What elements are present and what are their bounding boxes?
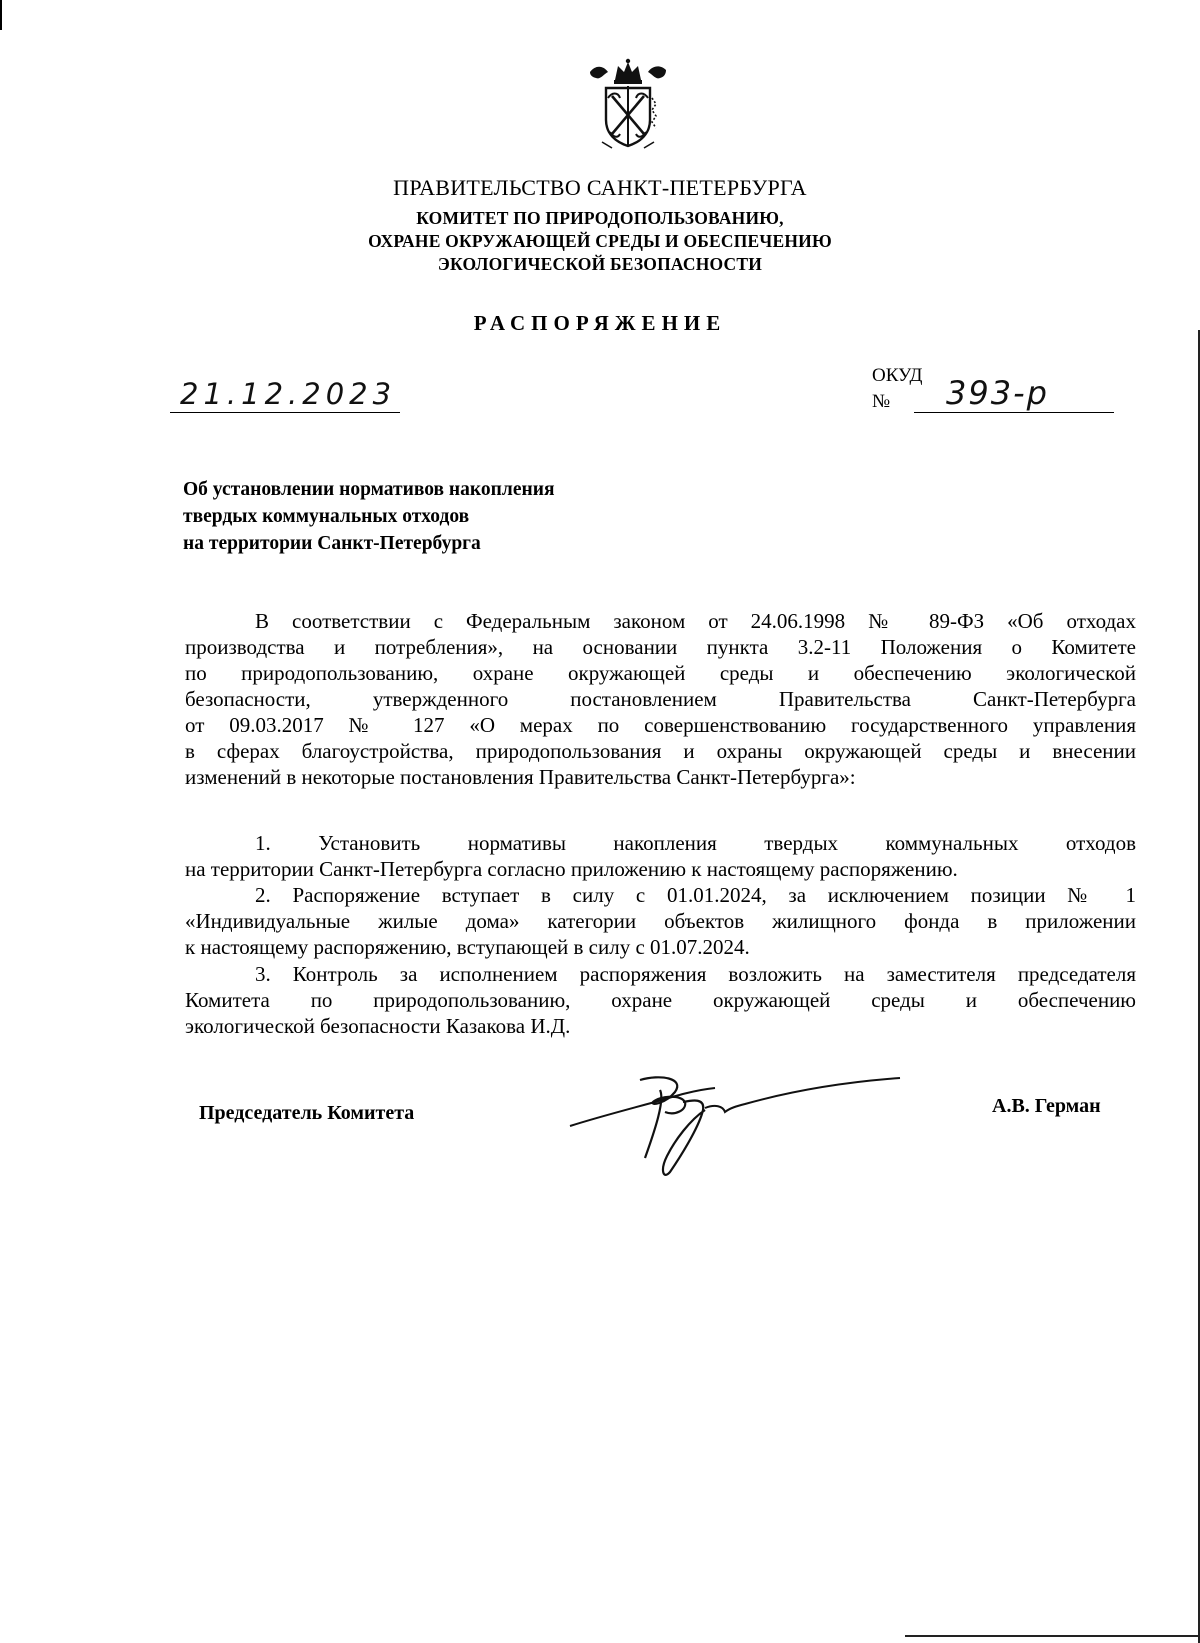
paragraph-line: по природопользованию, охране окружающей среды и обеспечению экологической (185, 661, 1136, 685)
paragraph-line: на территории Санкт-Петербурга согласно приложению к настоящему распоряжению. (185, 857, 958, 881)
number-underline (914, 412, 1114, 413)
scan-edge-left (0, 0, 2, 30)
signatory-name: А.В. Герман (992, 1095, 1101, 1117)
subject-line: Об установлении нормативов накопления (183, 479, 555, 500)
paragraph-line: «Индивидуальные жилые дома» категории объектов жилищного фонда в приложении (185, 909, 1136, 933)
subject-block (183, 476, 555, 557)
scan-edge-bottom (905, 1635, 1200, 1637)
document-date: 21.12.2023 (180, 377, 397, 411)
paragraph-line: безопасности, утвержденного постановлением Правительства Санкт-Петербурга (185, 687, 1136, 711)
subject-line: твердых коммунальных отходов (183, 506, 470, 527)
document-number: 393-р (946, 374, 1049, 412)
paragraph-line: Комитета по природопользованию, охране окружающей среды и обеспечению (185, 988, 1136, 1012)
paragraph-line: 3. Контроль за исполнением распоряжения возложить на заместителя председателя (255, 962, 1136, 986)
paragraph-line: от 09.03.2017 № 127 «О мерах по совершенствованию государственного управления (185, 713, 1136, 737)
paragraph-line: изменений в некоторые постановления Правительства Санкт-Петербурга»: (185, 765, 856, 789)
paragraph-line: 1. Установить нормативы накопления твердых коммунальных отходов (255, 831, 1136, 855)
paragraph-line: к настоящему распоряжению, вступающей в силу с 01.07.2024. (185, 935, 750, 959)
paragraph-line: экологической безопасности Казакова И.Д. (185, 1014, 571, 1038)
signatory-title: Председатель Комитета (199, 1102, 415, 1124)
paragraph-line: В соответствии с Федеральным законом от 24.06.1998 № 89-ФЗ «Об отходах (255, 609, 1136, 633)
handwritten-signature (565, 1060, 910, 1180)
date-underline (170, 412, 400, 413)
preamble-paragraph (185, 608, 1136, 790)
item-1-paragraph (185, 830, 1136, 882)
number-sign: № (872, 391, 891, 412)
st-petersburg-coat-of-arms-icon (582, 58, 674, 152)
committee-line: ЭКОЛОГИЧЕСКОЙ БЕЗОПАСНОСТИ (437, 254, 763, 274)
paragraph-line: 2. Распоряжение вступает в силу с 01.01.2024, за исключением позиции № 1 (255, 883, 1136, 907)
okud-label: ОКУД (872, 365, 923, 386)
government-title: ПРАВИТЕЛЬСТВО САНКТ-ПЕТЕРБУРГА (393, 175, 807, 200)
paragraph-line: в сферах благоустройства, природопользования и охраны окружающей среды и внесении (185, 739, 1136, 763)
committee-line: ОХРАНЕ ОКРУЖАЮЩЕЙ СРЕДЫ И ОБЕСПЕЧЕНИЮ (368, 231, 832, 251)
item-2-paragraph (185, 882, 1136, 960)
item-3-paragraph (185, 961, 1136, 1039)
paragraph-line: производства и потребления», на основании пункта 3.2-11 Положения о Комитете (185, 635, 1136, 659)
subject-line: на территории Санкт-Петербурга (183, 533, 481, 554)
committee-line: КОМИТЕТ ПО ПРИРОДОПОЛЬЗОВАНИЮ, (416, 208, 784, 228)
document-type-title: РАСПОРЯЖЕНИЕ (473, 311, 727, 335)
